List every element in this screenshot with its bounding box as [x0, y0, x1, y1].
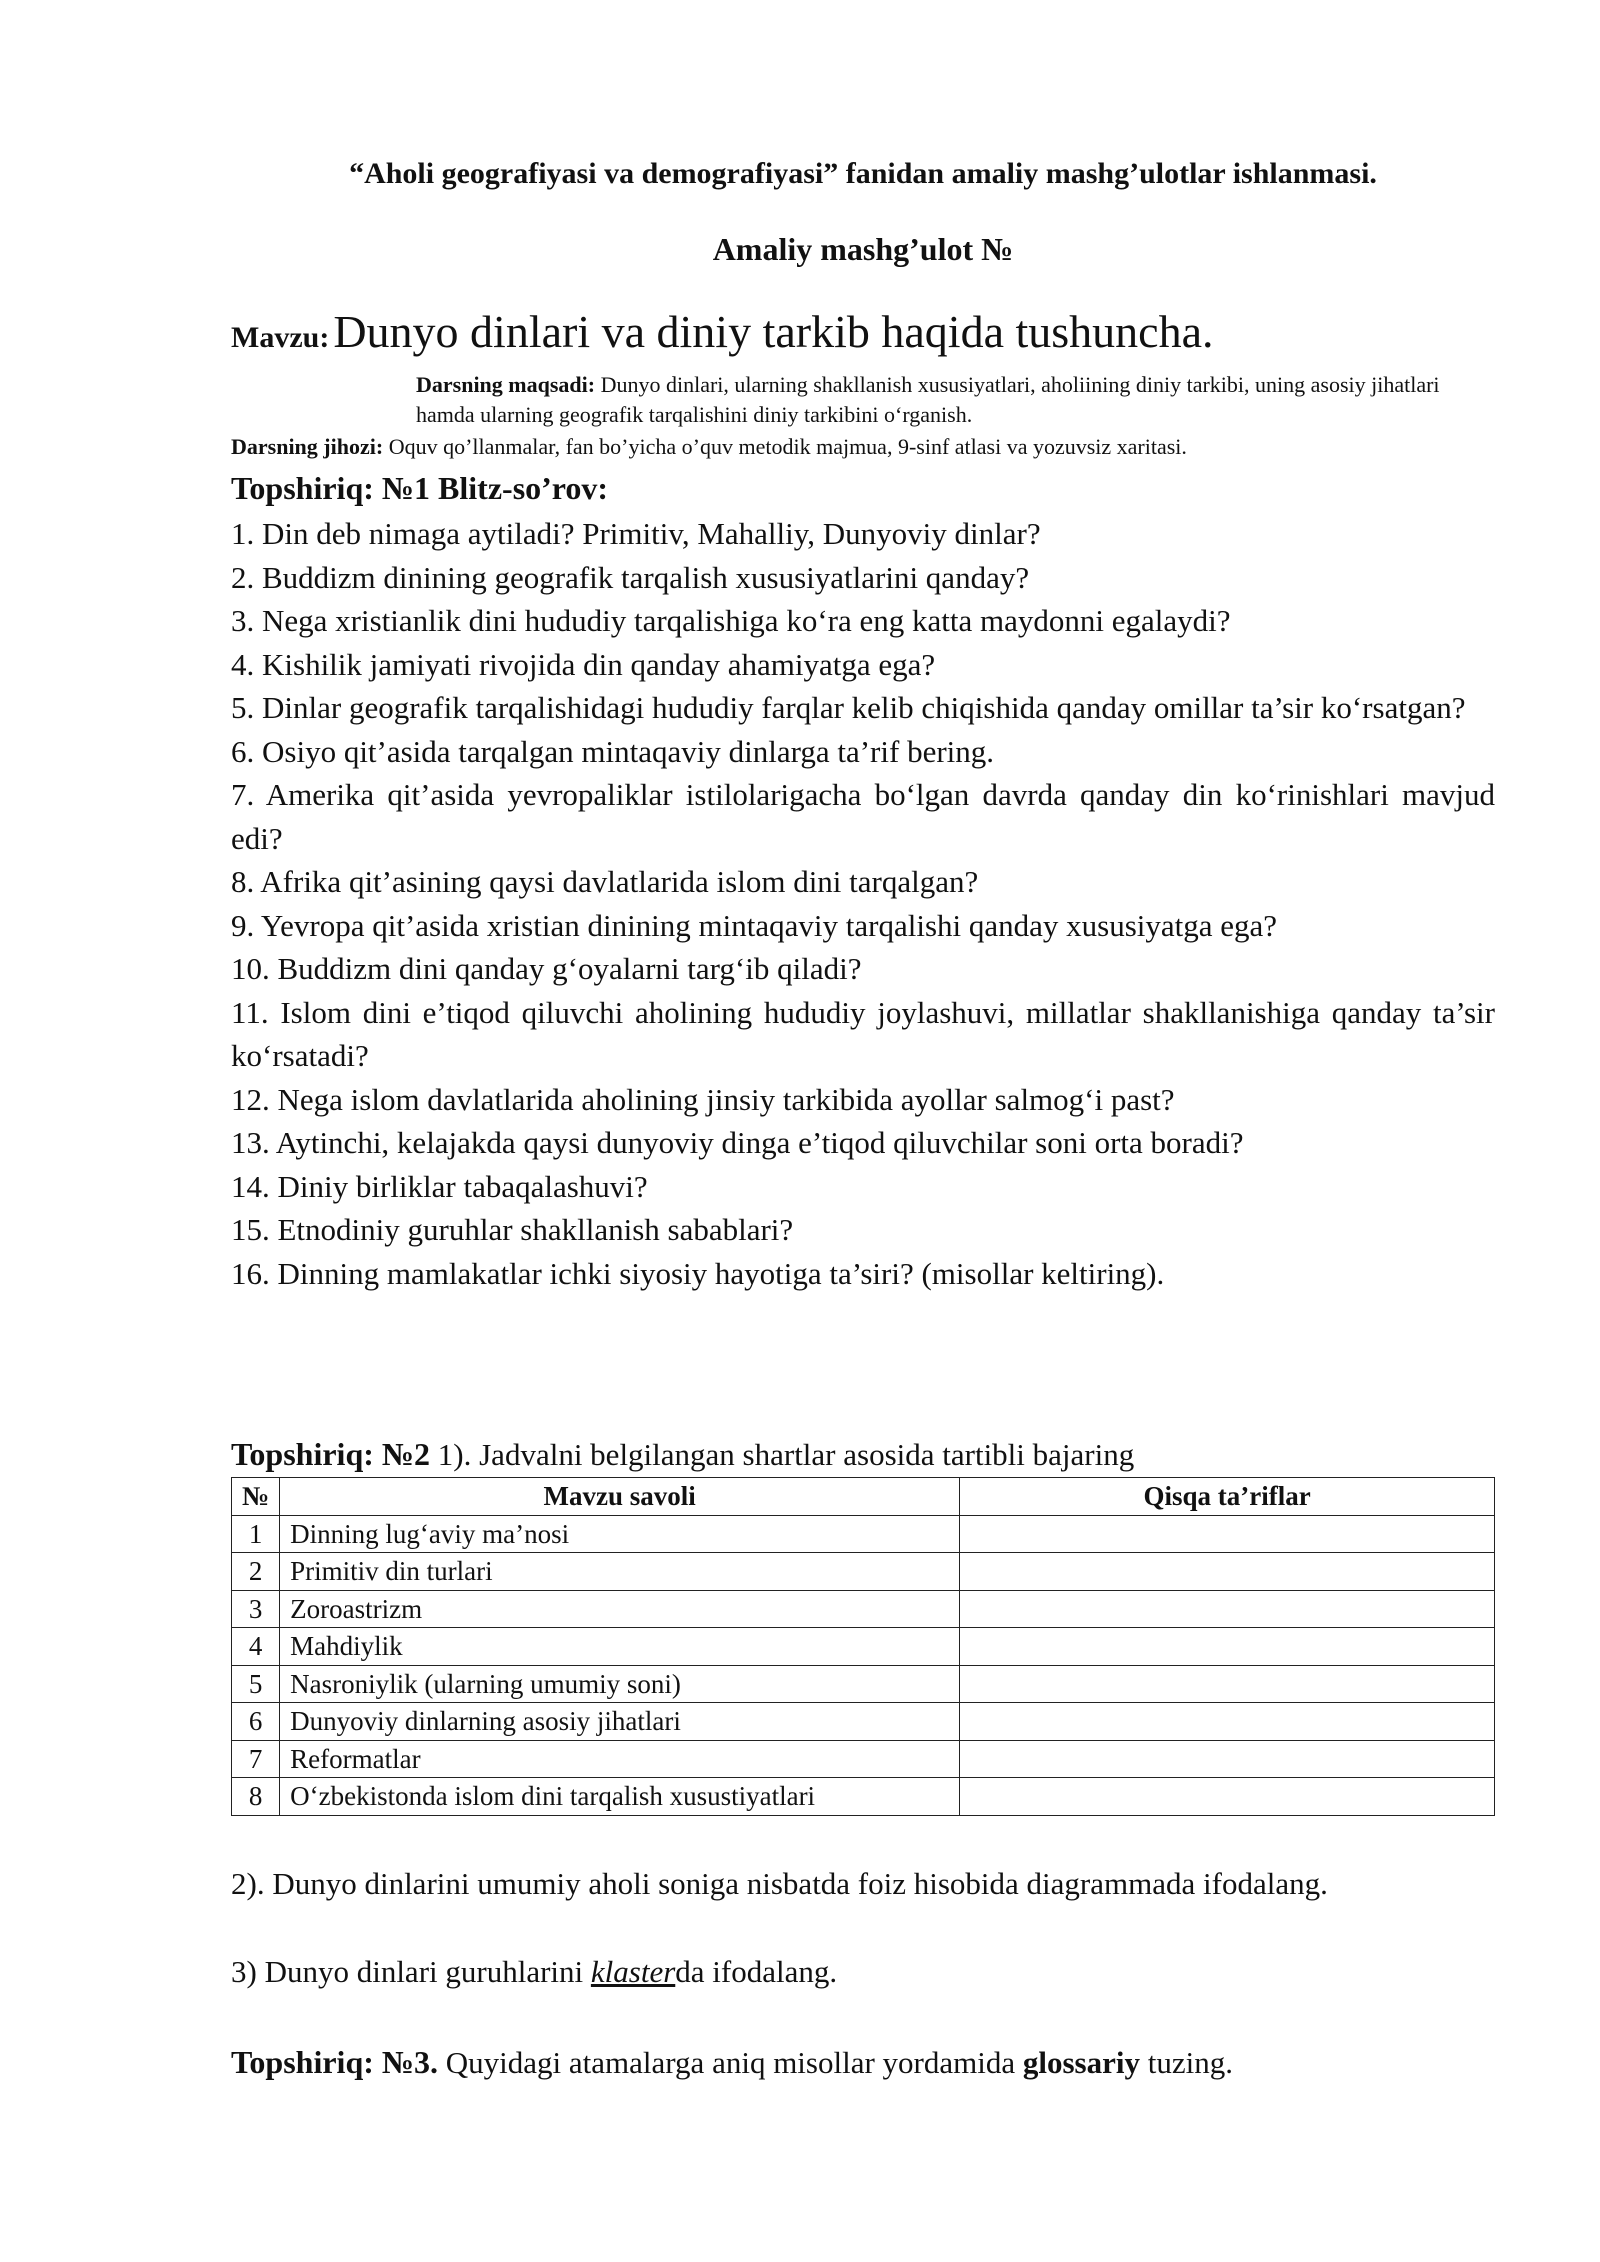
- lesson-goal: [416, 370, 1495, 430]
- topics-table: [231, 1477, 1495, 1816]
- topic-question-cell: O‘zbekistonda islom dini tarqalish xusustiyatlari: [280, 1778, 960, 1816]
- table-row: [232, 1778, 1495, 1816]
- table-header-cell: Qisqa ta’riflar: [960, 1478, 1495, 1516]
- question-item: 5. Dinlar geografik tarqalishidagi hududiy farqlar kelib chiqishida qanday omillar ta’sir ko‘rsatgan?: [231, 690, 1466, 725]
- question-item: 1. Din deb nimaga aytiladi? Primitiv, Mahalliy, Dunyoviy dinlar?: [231, 516, 1041, 551]
- table-row: [232, 1553, 1495, 1591]
- sub3-text-after: da ifodalang.: [675, 1954, 838, 1989]
- topic-label: Mavzu:: [231, 321, 330, 354]
- glossary-term: glossariy: [1022, 2045, 1140, 2080]
- task2-label: Topshiriq: №2: [231, 1436, 431, 1472]
- topic-question-cell: Reformatlar: [280, 1740, 960, 1778]
- question-item: 12. Nega islom davlatlarida aholining jinsiy tarkibida ayollar salmog‘i past?: [231, 1081, 1175, 1117]
- question-item: 10. Buddizm dini qanday g‘oyalarni targ‘ib qiladi?: [231, 951, 862, 986]
- question-item: 15. Etnodiniy guruhlar shakllanish sabablari?: [231, 1212, 794, 1247]
- short-definition-cell[interactable]: [960, 1703, 1495, 1741]
- topic-question-cell: Dunyoviy dinlarning asosiy jihatlari: [280, 1703, 960, 1741]
- task1-heading: Topshiriq: №1 Blitz-so’rov:: [231, 470, 609, 506]
- short-definition-cell[interactable]: [960, 1553, 1495, 1591]
- table-row: [232, 1515, 1495, 1553]
- table-row: [232, 1703, 1495, 1741]
- question-item: 3. Nega xristianlik dini hududiy tarqalishiga ko‘ra eng katta maydonni egalaydi?: [231, 603, 1231, 638]
- lesson-title: Amaliy mashg’ulot №: [712, 231, 1014, 267]
- question-item: 11. Islom dini e’tiqod qiluvchi aholining hududiy joylashuvi, millatlar shakllanishiga qanday ta’sir ko‘rsatadi?: [231, 994, 1495, 1073]
- row-number-cell: 3: [232, 1590, 280, 1628]
- lesson-equipment: [231, 432, 1495, 462]
- task2-heading: [231, 1432, 1495, 1477]
- topic-question-cell: Nasroniylik (ularning umumiy soni): [280, 1665, 960, 1703]
- question-item: 13. Aytinchi, kelajakda qaysi dunyoviy dinga e’tiqod qiluvchilar soni orta boradi?: [231, 1125, 1244, 1160]
- cluster-term: klaster: [590, 1954, 676, 1989]
- table-row: [232, 1665, 1495, 1703]
- question-item: 9. Yevropa qit’asida xristian dinining mintaqaviy tarqalishi qanday xususiyatga ega?: [231, 907, 1278, 943]
- task3-line: [231, 2040, 1495, 2085]
- goal-text: Dunyo dinlari, ularning shakllanish xususiyatlari, aholiining diniy tarkibi, uning asosiy jihatlari hamda ularning geografik tarqalishini diniy tarkibini o‘rganish.: [416, 372, 1440, 427]
- table-row: [232, 1628, 1495, 1666]
- short-definition-cell[interactable]: [960, 1515, 1495, 1553]
- task2-sub3: [231, 1950, 1495, 1994]
- topic-question-cell: Mahdiylik: [280, 1628, 960, 1666]
- table-header-row: [232, 1478, 1495, 1516]
- question-item: 8. Afrika qit’asining qaysi davlatlarida islom dini tarqalgan?: [231, 864, 979, 899]
- short-definition-cell[interactable]: [960, 1778, 1495, 1816]
- topic-text: Dunyo dinlari va diniy tarkib haqida tushuncha.: [333, 306, 1214, 357]
- row-number-cell: 8: [232, 1778, 280, 1816]
- row-number-cell: 7: [232, 1740, 280, 1778]
- row-number-cell: 6: [232, 1703, 280, 1741]
- short-definition-cell[interactable]: [960, 1740, 1495, 1778]
- row-number-cell: 2: [232, 1553, 280, 1591]
- question-item: 7. Amerika qit’asida yevropaliklar istilolarigacha bo‘lgan davrda qanday din ko‘rinishlari mavjud edi?: [231, 777, 1495, 856]
- table-header-cell: №: [232, 1478, 280, 1516]
- task3-text-after: tuzing.: [1139, 2045, 1233, 2080]
- short-definition-cell[interactable]: [960, 1590, 1495, 1628]
- topic-question-cell: Zoroastrizm: [280, 1590, 960, 1628]
- goal-label: Darsning maqsadi:: [416, 372, 596, 397]
- sub3-text-before: 3) Dunyo dinlari guruhlarini: [231, 1954, 591, 1989]
- short-definition-cell[interactable]: [960, 1628, 1495, 1666]
- task2-sub2: 2). Dunyo dinlarini umumiy aholi soniga nisbatda foiz hisobida diagrammada ifodalang.: [231, 1866, 1328, 1901]
- task3-label: Topshiriq: №3.: [231, 2044, 439, 2080]
- row-number-cell: 4: [232, 1628, 280, 1666]
- question-list: [231, 512, 1495, 1295]
- question-item: 6. Osiyo qit’asida tarqalgan mintaqaviy dinlarga ta’rif bering.: [231, 733, 995, 769]
- task3-text-before: Quyidagi atamalarga aniq misollar yordamida: [438, 2045, 1023, 2080]
- topic-line: [231, 302, 1495, 373]
- table-row: [232, 1590, 1495, 1628]
- question-item: 2. Buddizm dinining geografik tarqalish xususiyatlarini qanday?: [231, 559, 1030, 595]
- topic-question-cell: Primitiv din turlari: [280, 1553, 960, 1591]
- row-number-cell: 1: [232, 1515, 280, 1553]
- question-item: 4. Kishilik jamiyati rivojida din qanday ahamiyatga ega?: [231, 646, 936, 682]
- question-item: 16. Dinning mamlakatlar ichki siyosiy hayotiga ta’siri? (misollar keltiring).: [231, 1255, 1165, 1291]
- short-definition-cell[interactable]: [960, 1665, 1495, 1703]
- row-number-cell: 5: [232, 1665, 280, 1703]
- table-row: [232, 1740, 1495, 1778]
- course-title: “Aholi geografiyasi va demografiyasi” fanidan amaliy mashg’ulotlar ishlanmasi.: [349, 157, 1377, 190]
- question-item: 14. Diniy birliklar tabaqalashuvi?: [231, 1168, 648, 1204]
- task2-text: 1). Jadvalni belgilangan shartlar asosida tartibli bajaring: [430, 1437, 1135, 1472]
- table-header-cell: Mavzu savoli: [280, 1478, 960, 1516]
- equipment-text: Oquv qo’llanmalar, fan bo’yicha o’quv metodik majmua, 9-sinf atlasi va yozuvsiz xaritasi.: [388, 434, 1187, 459]
- equipment-label: Darsning jihozi:: [231, 434, 384, 459]
- topic-question-cell: Dinning lug‘aviy ma’nosi: [280, 1515, 960, 1553]
